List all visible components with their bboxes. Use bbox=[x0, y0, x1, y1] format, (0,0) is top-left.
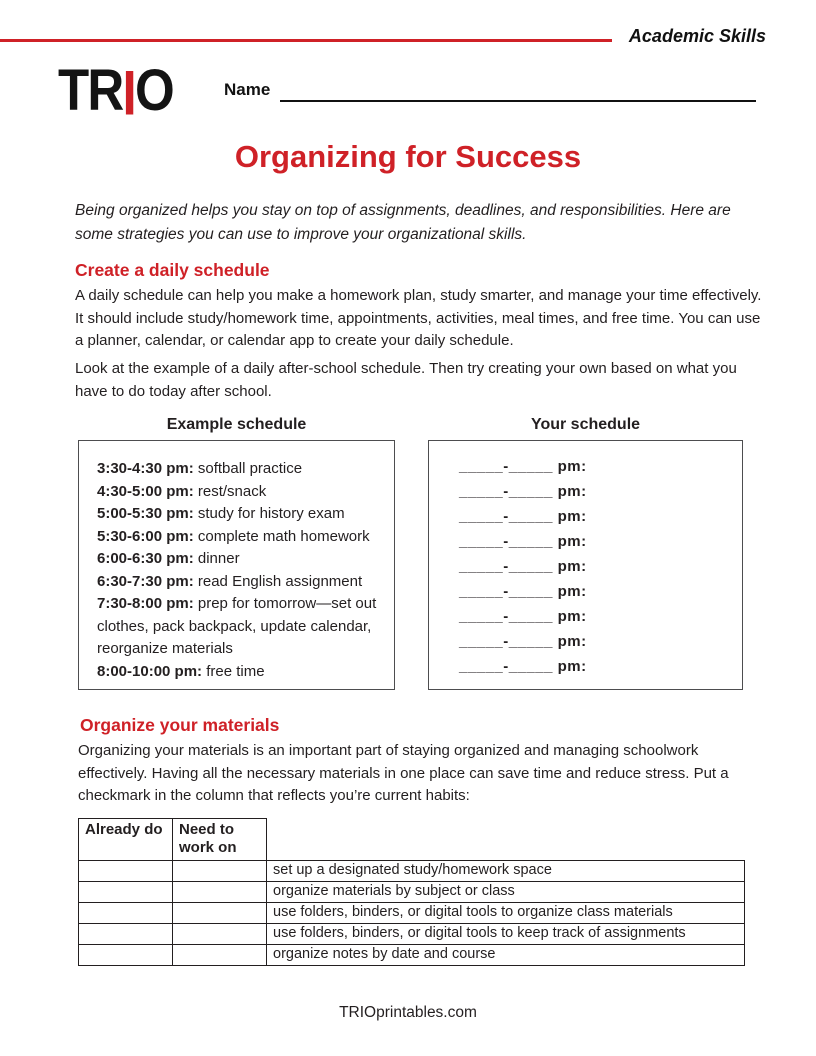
schedule-entry: 5:30-6:00 pm: complete math homework bbox=[97, 527, 370, 545]
logo-letter-o: O bbox=[134, 58, 173, 123]
logo-letter-i-red: I bbox=[122, 58, 135, 129]
schedule-entry: 4:30-5:00 pm: rest/snack bbox=[97, 482, 267, 500]
checkbox-cell-already-do bbox=[79, 861, 173, 882]
checkbox-cell-already-do bbox=[79, 924, 173, 945]
checkbox-cell-need-work bbox=[173, 924, 267, 945]
habit-description: organize notes by date and course bbox=[267, 945, 745, 966]
table-row bbox=[79, 861, 745, 882]
logo-letters-tr: TR bbox=[58, 58, 123, 123]
column-header-empty bbox=[267, 819, 745, 861]
name-label: Name bbox=[224, 80, 271, 99]
blank-schedule-row: _____-_____ pm: bbox=[459, 458, 587, 475]
blank-schedule-row: _____-_____ pm: bbox=[459, 583, 587, 600]
trio-logo bbox=[58, 58, 173, 129]
table-row bbox=[79, 903, 745, 924]
example-schedule-label: Example schedule bbox=[166, 416, 307, 433]
checkbox-cell-already-do bbox=[79, 882, 173, 903]
example-schedule-box bbox=[78, 440, 395, 690]
blank-schedule-row: _____-_____ pm: bbox=[459, 658, 587, 675]
column-header-already-do: Already do bbox=[79, 819, 173, 861]
your-schedule-box bbox=[428, 440, 743, 690]
blank-schedule-row: _____-_____ pm: bbox=[459, 533, 587, 550]
habit-description: use folders, binders, or digital tools to organize class materials bbox=[267, 903, 745, 924]
schedule-paragraph-1: A daily schedule can help you make a homework plan, study smarter, and manage your time effectively. It should include study/homework time, appointments, activities, meal times, and free time. You can use a planner, calendar, or calendar app to create your daily schedule. bbox=[75, 287, 762, 349]
table-row bbox=[79, 882, 745, 903]
checkbox-cell-need-work bbox=[173, 861, 267, 882]
table-header-row bbox=[79, 819, 745, 861]
blank-schedule-row: _____-_____ pm: bbox=[459, 608, 587, 625]
checkbox-cell-need-work bbox=[173, 945, 267, 966]
schedule-entry: 6:30-7:30 pm: read English assignment bbox=[97, 572, 363, 590]
schedule-entry: 3:30-4:30 pm: softball practice bbox=[97, 460, 303, 477]
habit-description: set up a designated study/homework space bbox=[267, 861, 745, 882]
schedule-entry: 8:00-10:00 pm: free time bbox=[97, 662, 265, 680]
checkbox-cell-already-do bbox=[79, 903, 173, 924]
habit-description: use folders, binders, or digital tools to keep track of assignments bbox=[267, 924, 745, 945]
checkbox-cell-need-work bbox=[173, 903, 267, 924]
your-schedule-label: Your schedule bbox=[530, 416, 641, 433]
materials-paragraph: Organizing your materials is an important part of staying organized and managing schoolwork effectively. Having all the necessary materials in one place can save time and reduce stress. Put a checkmark in the column that reflects you’re current habits: bbox=[78, 742, 729, 804]
blank-schedule-row: _____-_____ pm: bbox=[459, 508, 587, 525]
header-category: Academic Skills bbox=[628, 26, 766, 46]
table-row bbox=[79, 945, 745, 966]
schedule-entry: 7:30-8:00 pm: prep for tomorrow—set out clothes, pack backpack, update calendar, reorganize materials bbox=[97, 595, 377, 657]
intro-paragraph: Being organized helps you stay on top of assignments, deadlines, and responsibilities. Here are some strategies you can use to improve your organizational skills. bbox=[75, 202, 731, 243]
blank-schedule-row: _____-_____ pm: bbox=[459, 633, 587, 650]
habits-checklist-table bbox=[78, 818, 745, 966]
column-header-need-to-work-on: Need to work on bbox=[173, 819, 267, 861]
name-blank-line bbox=[280, 80, 756, 102]
name-field-row bbox=[224, 80, 756, 102]
schedule-entry: 6:00-6:30 pm: dinner bbox=[97, 550, 240, 567]
blank-schedule-row: _____-_____ pm: bbox=[459, 483, 587, 500]
schedule-entry: 5:00-5:30 pm: study for history exam bbox=[97, 505, 345, 522]
page-title: Organizing for Success bbox=[234, 139, 582, 174]
schedule-paragraph-2: Look at the example of a daily after-school schedule. Then try creating your own based on what you have to do today after school. bbox=[75, 360, 737, 400]
habit-description: organize materials by subject or class bbox=[267, 882, 745, 903]
checkbox-cell-already-do bbox=[79, 945, 173, 966]
blank-schedule-row: _____-_____ pm: bbox=[459, 558, 587, 575]
footer-url: TRIOprintables.com bbox=[339, 1004, 477, 1021]
table-row bbox=[79, 924, 745, 945]
heading-create-daily-schedule: Create a daily schedule bbox=[75, 260, 270, 280]
checkbox-cell-need-work bbox=[173, 882, 267, 903]
heading-organize-materials: Organize your materials bbox=[80, 715, 280, 735]
